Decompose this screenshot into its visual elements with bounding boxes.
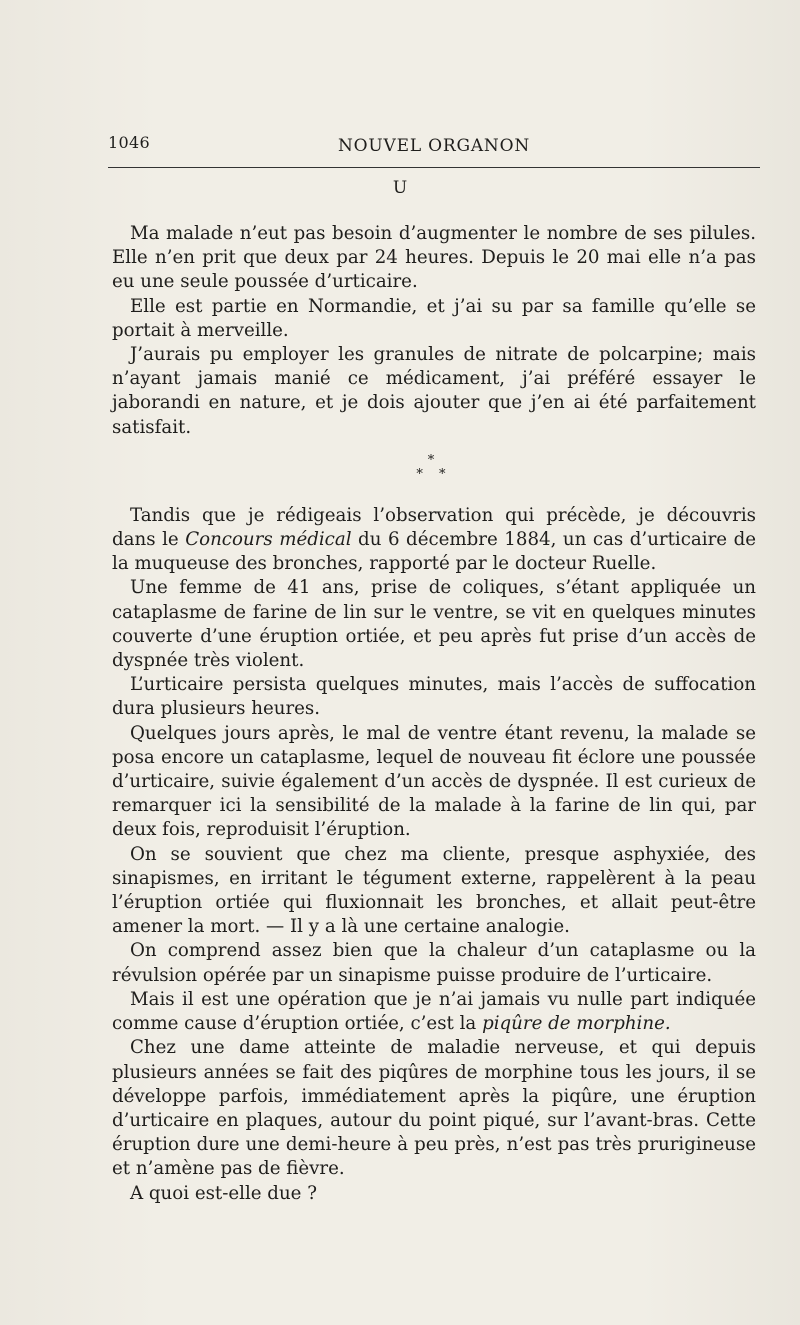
text-run: Mais il est une opération que je n’ai jamais vu nulle part indiquée comme cause d’éruption ortiée, c’est la [112,988,756,1035]
page-header [108,133,760,163]
header-rule [108,167,760,168]
paragraph: A quoi est-elle due ? [130,1182,317,1204]
paragraph: Elle est partie en Normandie, et j’ai su par sa famille qu’elle se portait à merveille. [112,295,756,341]
paragraph: L’urticaire persista quelques minutes, mais l’accès de suffocation dura plusieurs heures. [112,674,756,720]
asterism [112,454,756,482]
paragraph: On comprend assez bien que la chaleur d’un cataplasme ou la révulsion opérée par un sinapisme puisse produire de l’urticaire. [112,940,756,986]
running-title: NOUVEL ORGANON [338,136,530,156]
paragraph-concours [112,504,756,577]
asterism-top: * [427,452,441,468]
body-text [112,222,756,1206]
paragraph: On se souvient que chez ma cliente, presque asphyxiée, des sinapismes, en irritant le tégument externe, rappelèrent à la peau l’éruption ortiée qui fluxionnait les bronches, et allait peut-être amener la mort. — Il y a là une certaine analogie. [112,843,756,938]
text-run: Tandis que je rédigeais l’observation qui précède, je découvris dans le [112,504,756,551]
paragraph: Ma malade n’eut pas besoin d’augmenter le nombre de ses pilules. Elle n’en prit que deux par 24 heures. Depuis le 20 mai elle n’a pas eu une seule poussée d’urticaire. [112,223,756,293]
paragraph-morphine [112,988,756,1036]
paragraph: Chez une dame atteinte de maladie nerveuse, et qui depuis plusieurs années se fait des piqûres de morphine tous les jours, il se développe parfois, immédiatement après la piqûre, une éruption d’urticaire en plaques, autour du point piqué, sur l’avant-bras. Cette éruption dure une demi-heure à peu près, n’est pas très prurigineuse et n’amène pas de fièvre. [112,1037,756,1180]
journal-title: Concours médical [185,529,352,551]
page-number: 1046 [108,133,150,152]
paragraph: J’aurais pu employer les granules de nitrate de polcarpine; mais n’ayant jamais manié ce médicament, j’ai préféré essayer le jaborandi en nature, et je dois ajouter que j’en ai été parfaitement satisfait. [112,344,756,438]
text-run: du 6 décembre 1884, un cas d’urticaire de la muqueuse des bronches, rapporté par le docteur Ruelle. [112,529,756,575]
asterism-bottom: * * [416,466,452,482]
section-letter: U [392,178,408,198]
paragraph: Une femme de 41 ans, prise de coliques, s’étant appliquée un cataplasme de farine de lin sur le ventre, se vit en quelques minutes couverte d’une éruption ortiée, et peu après fut prise d’un accès de dyspnée très violent. [112,577,756,672]
paragraph: Quelques jours après, le mal de ventre étant revenu, la malade se posa encore un cataplasme, lequel de nouveau fit éclore une poussée d’urticaire, suivie également d’un accès de dyspnée. Il est curieux de remarquer ici la sensibilité de la malade à la farine de lin qui, par deux fois, reproduisit l’éruption. [112,722,756,841]
emphasis: piqûre de morphine. [482,1013,671,1035]
